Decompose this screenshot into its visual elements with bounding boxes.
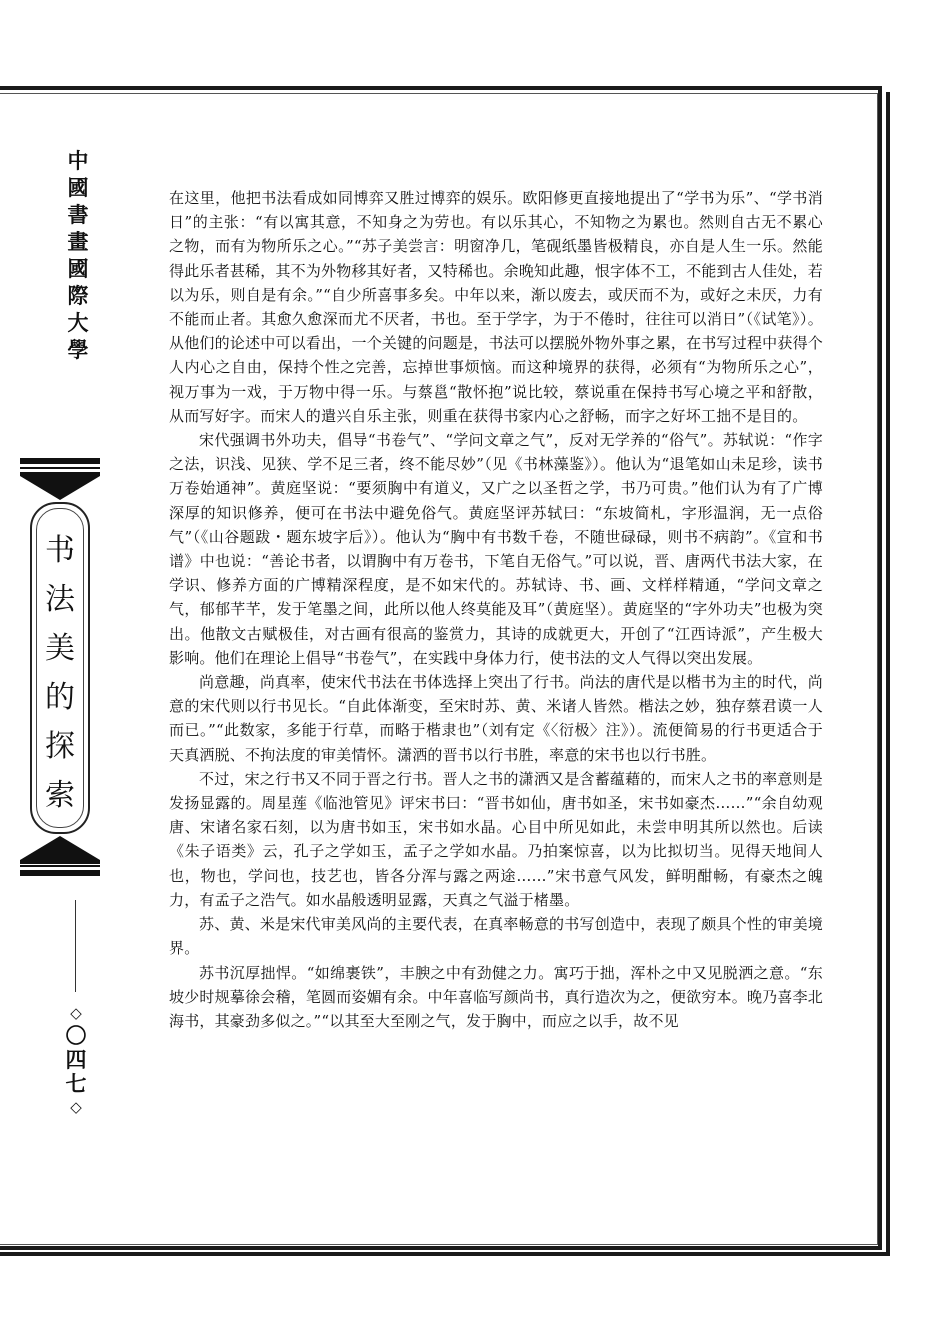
book-title-char: 美 xyxy=(45,631,75,666)
series-title-char: 國 xyxy=(67,257,89,281)
page-number-char: 四 xyxy=(65,1048,87,1072)
book-title xyxy=(30,526,90,820)
series-title-char: 學 xyxy=(67,338,89,362)
series-title xyxy=(58,148,98,364)
book-title-char: 的 xyxy=(45,680,75,715)
vertical-divider xyxy=(75,900,76,992)
paragraph: 苏、黄、米是宋代审美风尚的主要代表，在真率畅意的书写创造中，表现了颇具个性的审美境界。 xyxy=(169,915,823,958)
paragraph: 尚意趣，尚真率，使宋代书法在书体选择上突出了行书。尚法的唐代是以楷书为主的时代，尚意的宋代则以行书见长。“自此体渐变，至宋时苏、黄、米诸人皆然。楷法之妙，独存蔡君谟一人而已。”“此数家，多能于行草，而略于楷隶也”（刘有定《〈衍极〉注》）。流便简易的行书更适合于天真洒脱、不拘法度的审美情怀。潇洒的晋书以行书胜，率意的宋书也以行书胜。 xyxy=(169,673,823,764)
bottom-chevron-ornament xyxy=(20,834,100,864)
page-number xyxy=(56,1002,96,1118)
page-number-char: 〇 xyxy=(65,1024,87,1048)
series-title-char: 際 xyxy=(67,284,89,308)
book-title-char: 探 xyxy=(45,729,75,764)
top-bar-thin xyxy=(20,467,100,469)
series-title-char: 中 xyxy=(67,149,89,173)
body-text xyxy=(169,186,823,1033)
page-number-char: 七 xyxy=(65,1072,87,1096)
paragraph: 不过，宋之行书又不同于晋之行书。晋人之书的潇洒又是含蓄蕴藉的，而宋人之书的率意则是发扬显露的。周星莲《临池管见》评宋书曰：“晋书如仙，唐书如圣，宋书如豪杰……”“余自幼观唐、宋诸名家石刻，以为唐书如玉，宋书如水晶。心目中所见如此，未尝申明其所以然也。后读《朱子语类》云，孔子之学如玉，孟子之学如水晶。乃拍案惊喜，以为比拟切当。见得天地间人也，物也，学问也，技艺也，皆各分浑与露之两途……”宋书意气风发，鲜明酣畅，有豪杰之魄力，有孟子之浩气。如水晶般透明显露，天真之气溢于楮墨。 xyxy=(169,769,823,909)
diamond-icon: ◇ xyxy=(70,1098,82,1116)
series-title-char: 畫 xyxy=(67,230,89,254)
paragraph: 苏书沉厚拙悍。“如绵裹铁”，丰腴之中有劲健之力。寓巧于拙，浑朴之中又见脱洒之意。“东坡少时规摹徐会稽，笔圆而姿媚有余。中年喜临写颜尚书，真行造次为之，便欲穷本。晚乃喜李北海书，其豪劲多似之。”“以其至大至刚之气，发于胸中，而应之以手，故不见 xyxy=(169,963,823,1030)
book-title-char: 书 xyxy=(45,533,75,568)
series-title-char: 書 xyxy=(67,203,89,227)
top-bar-thick xyxy=(20,458,100,464)
paragraph: 宋代强调书外功夫，倡导“书卷气”、“学问文章之气”，反对无学养的“俗气”。苏轼说：“作字之法，识浅、见狭、学不足三者，终不能尽妙”（见《书林藻鉴》）。他认为“退笔如山未足珍，读书万卷始通神”。黄庭坚说：“要须胸中有道义，又广之以圣哲之学，书乃可贵。”他们认为有了广博深厚的知识修养，便可在书法中避免俗气。黄庭坚评苏轼曰：“东坡简札，字形温润，无一点俗气”（《山谷题跋・题东坡字后》）。他认为“胸中有书数千卷，不随世碌碌，则书不病韵”。《宣和书谱》中也说：“善论书者，以谓胸中有万卷书，下笔自无俗气。”可以说，晋、唐两代书法大家，在学识、修养方面的广博精深程度，是不如宋代的。苏轼诗、书、画、文样样精通，“学问文章之气，郁郁芊芊，发于笔墨之间，此所以他人终莫能及耳”（黄庭坚）。黄庭坚的“字外功夫”也极为突出。他散文古赋极佳，对古画有很高的鉴赏力，其诗的成就更大，开创了“江西诗派”，产生极大影响。他们在理论上倡导“书卷气”，在实践中身体力行，使书法的文人气得以突出发展。 xyxy=(169,431,823,667)
book-title-block xyxy=(20,458,100,878)
book-title-char: 索 xyxy=(45,778,75,813)
paragraph: 在这里，他把书法看成如同博弈又胜过博弈的娱乐。欧阳修更直接地提出了“学书为乐”、“学书消日”的主张：“有以寓其意，不知身之为劳也。有以乐其心，不知物之为累也。然则自古无不累心之物，而有为物所乐之心。”“苏子美尝言：明窗净几，笔砚纸墨皆极精良，亦自是人生一乐。然能得此乐者甚稀，其不为外物移其好者，又特稀也。余晚知此趣，恨字体不工，不能到古人佳处，若以为乐，则自是有余。”“自少所喜事多矣。中年以来，渐以废去，或厌而不为，或好之未厌，力有不能而止者。其愈久愈深而尤不厌者，书也。至于学字，为于不倦时，往往可以消日”（《试笔》）。从他们的论述中可以看出，一个关键的问题是，书法可以摆脱外物外事之累，在书写过程中获得个人内心之自由，保持个性之完善，忘掉世事烦恼。而这种境界的获得，必须有“为物所乐之心”，视万事为一戏，于万物中得一乐。与蔡邕“散怀抱”说比较，蔡说重在保持书写心境之平和舒散，从而写好字。而宋人的遣兴自乐主张，则重在获得书家内心之舒畅，而字之好坏工拙不是目的。 xyxy=(169,189,823,425)
top-chevron-ornament xyxy=(20,472,100,502)
bottom-bar-thin xyxy=(20,865,100,867)
series-title-char: 大 xyxy=(67,311,89,335)
book-title-char: 法 xyxy=(45,582,75,617)
bottom-bar-thick xyxy=(20,870,100,876)
series-title-char: 國 xyxy=(67,176,89,200)
diamond-icon: ◇ xyxy=(70,1004,82,1022)
